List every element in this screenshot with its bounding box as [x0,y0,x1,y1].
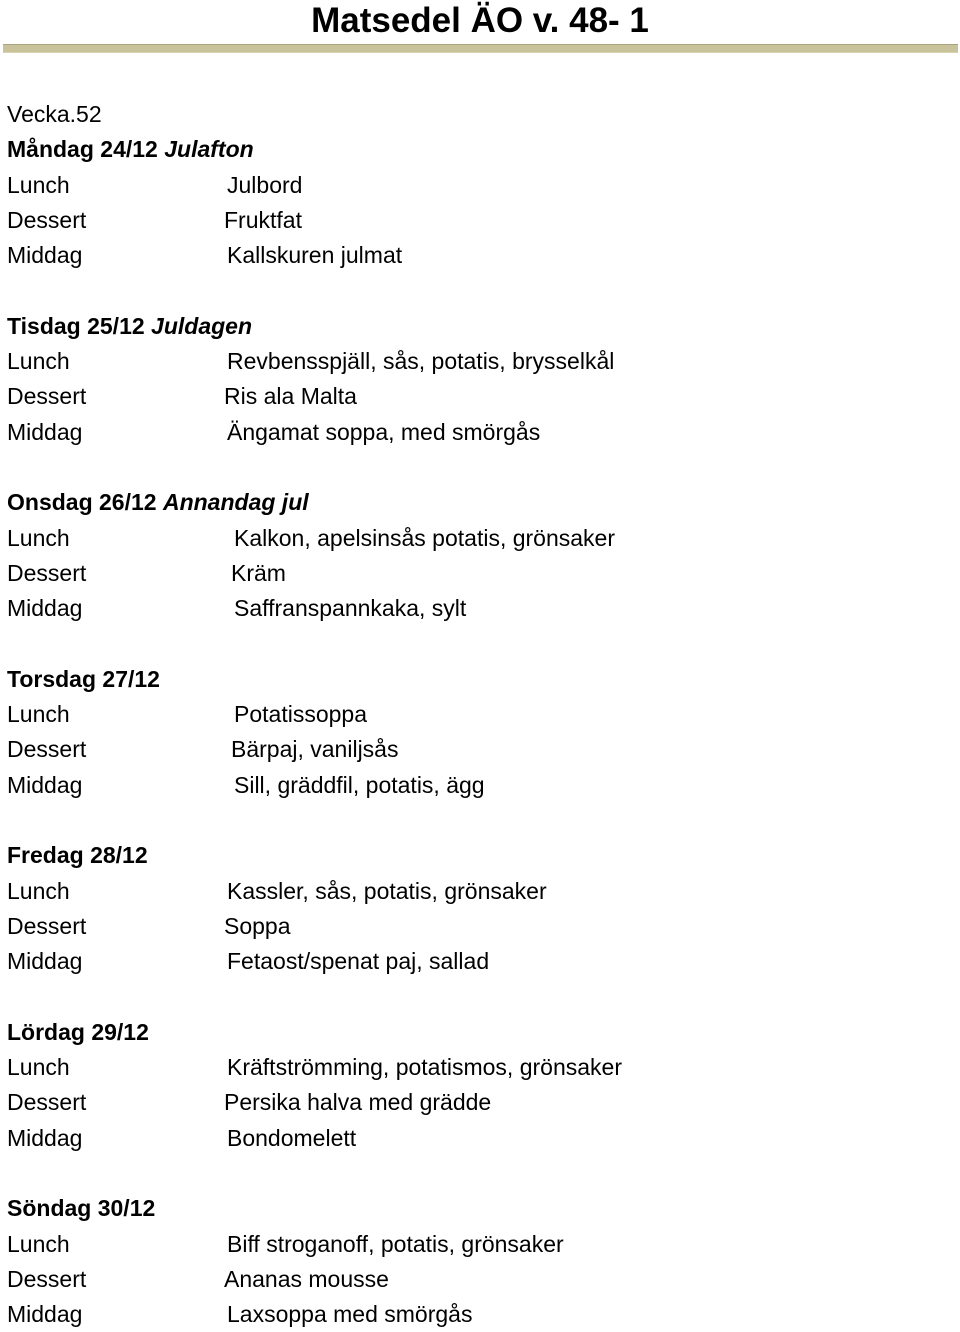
meal-dish: Kräm [231,559,286,586]
spacer [7,450,957,485]
meal-dish: Kallskuren julmat [227,242,403,269]
meal-label: Dessert [7,1265,87,1292]
meal-label: Lunch [7,1054,70,1081]
spacer [7,803,957,838]
meal-label: Lunch [7,701,70,728]
day-note: Julafton [164,136,254,163]
meal-label: Middag [7,948,83,975]
meal-row [7,344,957,379]
meal-label: Dessert [7,912,87,939]
day-block [7,838,957,979]
meal-dish: Ananas mousse [224,1265,389,1292]
meal-dish: Kalkon, apelsinsås potatis, grönsaker [234,524,615,551]
meal-dish: Bondomelett [227,1124,357,1151]
meal-dish: Biff stroganoff, potatis, grönsaker [227,1230,564,1257]
meal-label: Dessert [7,736,87,763]
meal-label: Lunch [7,348,70,375]
meal-dish: Ängamat soppa, med smörgås [227,418,541,445]
meal-row [7,732,957,767]
meal-label: Dessert [7,206,87,233]
meal-row [7,1085,957,1120]
meal-dish: Potatissoppa [234,701,367,728]
meal-row [7,238,957,273]
meal-dish: Persika halva med grädde [224,1089,492,1116]
day-block [7,132,957,273]
meal-dish: Saffranspannkaka, sylt [234,595,467,622]
day-note: Juldagen [151,312,253,339]
meal-dish: Revbensspjäll, sås, potatis, brysselkål [227,348,615,375]
meal-row [7,1262,957,1297]
meal-label: Dessert [7,1089,87,1116]
meal-label: Dessert [7,559,87,586]
meal-label: Middag [7,242,83,269]
meal-dish: Ris ala Malta [224,383,357,410]
page-title: Matsedel ÄO v. 48- 1 [311,1,649,40]
spacer [7,979,957,1014]
meal-row [7,874,957,909]
day-date: Torsdag 27/12 [7,665,160,692]
spacer [7,273,957,308]
meal-dish: Kräftströmming, potatismos, grönsaker [227,1054,622,1081]
meal-row [7,944,957,979]
meal-row [7,697,957,732]
day-date: Söndag 30/12 [7,1195,156,1222]
day-header [7,132,957,167]
menu-content [7,97,957,1332]
meal-dish: Soppa [224,912,291,939]
meal-row [7,203,957,238]
meal-row [7,379,957,414]
meal-label: Middag [7,418,83,445]
meal-label: Lunch [7,171,70,198]
meal-label: Lunch [7,877,70,904]
day-block [7,309,957,450]
title-divider [3,44,958,53]
day-header [7,838,957,873]
spacer [7,1156,957,1191]
day-header [7,1015,957,1050]
day-block [7,485,957,626]
week-label: Vecka.52 [7,101,102,127]
meal-label: Dessert [7,383,87,410]
meal-row [7,521,957,556]
meal-label: Middag [7,595,83,622]
meal-dish: Kassler, sås, potatis, grönsaker [227,877,547,904]
day-block [7,1191,957,1332]
meal-row [7,768,957,803]
meal-label: Middag [7,771,83,798]
meal-row [7,1121,957,1156]
meal-row [7,1227,957,1262]
meal-row [7,1297,957,1332]
day-block [7,1015,957,1156]
day-header [7,662,957,697]
meal-row [7,415,957,450]
meal-row [7,591,957,626]
meal-row [7,909,957,944]
day-date: Lördag 29/12 [7,1018,149,1045]
meal-dish: Fetaost/spenat paj, sallad [227,948,490,975]
day-date: Fredag 28/12 [7,842,148,869]
meal-label: Middag [7,1124,83,1151]
meal-label: Middag [7,1301,83,1328]
day-header [7,309,957,344]
day-header [7,485,957,520]
meal-dish: Sill, gräddfil, potatis, ägg [234,771,485,798]
day-header [7,1191,957,1226]
meal-row [7,1050,957,1085]
meal-dish: Laxsoppa med smörgås [227,1301,473,1328]
spacer [7,626,957,661]
day-block [7,662,957,803]
meal-row [7,168,957,203]
meal-dish: Bärpaj, vaniljsås [231,736,399,763]
meal-dish: Fruktfat [224,206,302,233]
meal-dish: Julbord [227,171,303,198]
day-date: Onsdag 26/12 [7,489,157,516]
day-date: Tisdag 25/12 [7,312,145,339]
meal-label: Lunch [7,524,70,551]
day-date: Måndag 24/12 [7,136,158,163]
meal-row [7,556,957,591]
meal-label: Lunch [7,1230,70,1257]
day-note: Annandag jul [162,489,309,516]
